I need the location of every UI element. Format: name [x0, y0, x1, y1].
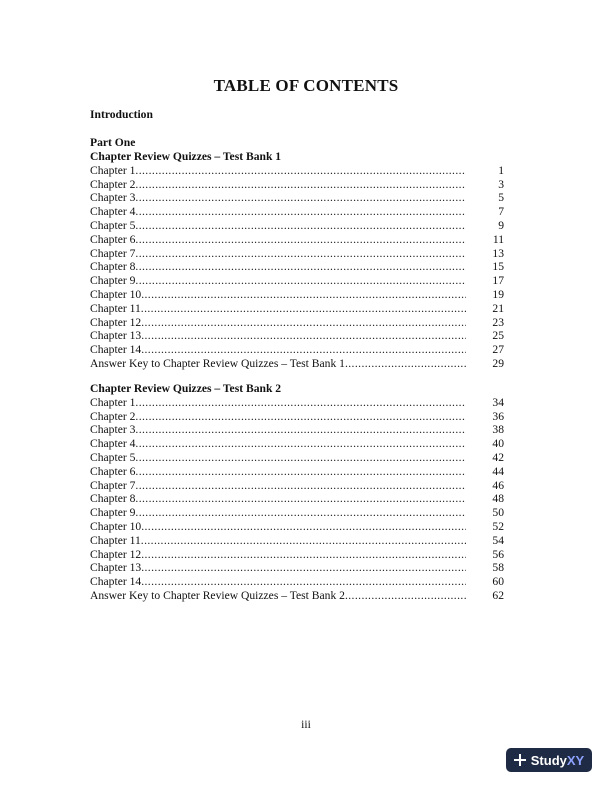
dot-leader: [135, 479, 466, 493]
toc-entry-page: 29: [492, 356, 504, 370]
toc-entry[interactable]: [90, 410, 504, 424]
toc-entry[interactable]: [90, 357, 504, 371]
toc-entry-label: Chapter 4: [90, 205, 136, 219]
toc-entry-label: Chapter 14: [90, 575, 142, 589]
toc-entry-page: 1: [498, 163, 504, 177]
toc-entry[interactable]: [90, 520, 504, 534]
brand-name-accent: XY: [566, 752, 585, 768]
dot-leader: [135, 274, 466, 288]
toc-entry-label: Chapter 14: [90, 343, 142, 357]
toc-entry[interactable]: [90, 219, 504, 233]
dot-leader: [135, 260, 466, 274]
dot-leader: [135, 219, 466, 233]
toc-entry-label: Chapter 11: [90, 533, 141, 547]
dot-leader: [141, 288, 466, 302]
toc-entry-page: 21: [492, 301, 504, 315]
toc-entry-page: 23: [492, 315, 504, 329]
toc-entry[interactable]: [90, 288, 504, 302]
toc-entry[interactable]: [90, 465, 504, 479]
dot-leader: [141, 520, 466, 534]
toc-entry-label: Chapter 8: [90, 260, 136, 274]
toc-entry-page: 34: [492, 395, 504, 409]
toc-entry-page: 9: [498, 218, 504, 232]
toc-entry[interactable]: [90, 178, 504, 192]
toc-entry-page: 3: [498, 177, 504, 191]
toc-entry-page: 27: [492, 343, 504, 357]
introduction-heading: Introduction: [90, 108, 153, 121]
toc-entry-label: Chapter 13: [90, 329, 142, 343]
toc-entry-page: 62: [492, 588, 504, 602]
toc-entry-page: 13: [492, 246, 504, 260]
toc-entry-page: 48: [492, 492, 504, 506]
dot-leader: [141, 561, 466, 575]
toc-entry[interactable]: [90, 479, 504, 493]
toc-entry-page: 60: [492, 575, 504, 589]
toc-entry-label: Chapter 4: [90, 437, 136, 451]
dot-leader: [135, 451, 466, 465]
toc-entry[interactable]: [90, 506, 504, 520]
toc-entry-label: Chapter 6: [90, 232, 136, 246]
toc-entry[interactable]: [90, 561, 504, 575]
dot-leader: [135, 178, 466, 192]
toc-entry-label: Chapter 2: [90, 177, 136, 191]
toc-entry-label: Answer Key to Chapter Review Quizzes – Test Bank 1: [90, 356, 345, 370]
toc-entry-label: Chapter 9: [90, 274, 136, 288]
toc-entry-page: 58: [492, 561, 504, 575]
toc-entry-page: 44: [492, 464, 504, 478]
toc-entry-page: 46: [492, 478, 504, 492]
toc-entry-label: Chapter 10: [90, 519, 142, 533]
dot-leader: [345, 357, 466, 371]
dot-leader: [135, 492, 466, 506]
toc-entry-page: 19: [492, 287, 504, 301]
toc-entry[interactable]: [90, 205, 504, 219]
plus-icon: [514, 754, 526, 766]
toc-entry-page: 11: [492, 232, 504, 246]
toc-entry[interactable]: [90, 589, 504, 603]
toc-list: [90, 396, 504, 603]
toc-entry-label: Chapter 1: [90, 395, 136, 409]
toc-entry[interactable]: [90, 329, 504, 343]
toc-entry-label: Chapter 7: [90, 246, 136, 260]
toc-entry-label: Chapter 6: [90, 464, 136, 478]
dot-leader: [135, 465, 466, 479]
toc-section-test-bank-2: [90, 382, 504, 603]
toc-entry[interactable]: [90, 534, 504, 548]
page-number: iii: [301, 718, 311, 731]
toc-entry-page: 56: [492, 547, 504, 561]
toc-entry-page: 7: [498, 205, 504, 219]
toc-entry-label: Chapter 8: [90, 492, 136, 506]
dot-leader: [135, 396, 466, 410]
toc-entry-label: Chapter 13: [90, 561, 142, 575]
part-one-heading: Part One: [90, 136, 136, 149]
dot-leader: [141, 575, 466, 589]
toc-entry-page: 54: [492, 533, 504, 547]
brand-name-main: Study: [530, 752, 567, 768]
toc-entry-label: Chapter 12: [90, 547, 142, 561]
toc-entry[interactable]: [90, 492, 504, 506]
toc-entry-page: 42: [492, 450, 504, 464]
toc-entry-label: Chapter 12: [90, 315, 142, 329]
toc-entry-label: Chapter 3: [90, 191, 136, 205]
dot-leader: [141, 548, 466, 562]
toc-entry-label: Chapter 10: [90, 287, 142, 301]
dot-leader: [135, 191, 466, 205]
toc-entry[interactable]: [90, 437, 504, 451]
toc-entry[interactable]: [90, 164, 504, 178]
dot-leader: [141, 316, 466, 330]
toc-entry-page: 52: [492, 519, 504, 533]
toc-entry[interactable]: [90, 233, 504, 247]
dot-leader: [141, 302, 466, 316]
toc-entry-page: 15: [492, 260, 504, 274]
toc-entry-page: 25: [492, 329, 504, 343]
toc-entry-page: 38: [492, 423, 504, 437]
page-title: TABLE OF CONTENTS: [213, 76, 399, 95]
dot-leader: [141, 329, 466, 343]
toc-entry[interactable]: [90, 548, 504, 562]
toc-entry-label: Chapter 7: [90, 478, 136, 492]
dot-leader: [141, 534, 466, 548]
toc-section-test-bank-1: [90, 150, 504, 371]
toc-entry-label: Answer Key to Chapter Review Quizzes – Test Bank 2: [90, 588, 345, 602]
toc-entry-label: Chapter 5: [90, 218, 136, 232]
toc-entry-label: Chapter 9: [90, 506, 136, 520]
dot-leader: [345, 589, 466, 603]
toc-entry[interactable]: [90, 247, 504, 261]
toc-entry[interactable]: [90, 191, 504, 205]
section-heading: Chapter Review Quizzes – Test Bank 2: [90, 382, 282, 395]
toc-entry[interactable]: [90, 396, 504, 410]
toc-entry-page: 5: [498, 191, 504, 205]
section-heading: Chapter Review Quizzes – Test Bank 1: [90, 150, 282, 163]
dot-leader: [135, 423, 466, 437]
toc-entry-page: 40: [492, 437, 504, 451]
toc-entry-page: 50: [492, 506, 504, 520]
dot-leader: [135, 247, 466, 261]
dot-leader: [135, 233, 466, 247]
dot-leader: [135, 437, 466, 451]
dot-leader: [135, 205, 466, 219]
toc-list: [90, 164, 504, 371]
dot-leader: [135, 410, 466, 424]
dot-leader: [141, 343, 466, 357]
toc-entry[interactable]: [90, 302, 504, 316]
toc-entry-page: 17: [492, 274, 504, 288]
toc-entry[interactable]: [90, 274, 504, 288]
toc-entry[interactable]: [90, 451, 504, 465]
toc-entry[interactable]: [90, 575, 504, 589]
brand-name: [531, 753, 584, 768]
studyxy-badge[interactable]: [506, 748, 592, 772]
toc-entry[interactable]: [90, 316, 504, 330]
toc-entry[interactable]: [90, 423, 504, 437]
toc-entry[interactable]: [90, 260, 504, 274]
toc-entry-page: 36: [492, 409, 504, 423]
toc-entry-label: Chapter 1: [90, 163, 136, 177]
toc-entry-label: Chapter 11: [90, 301, 141, 315]
toc-entry-label: Chapter 2: [90, 409, 136, 423]
toc-entry[interactable]: [90, 343, 504, 357]
dot-leader: [135, 164, 466, 178]
toc-entry-label: Chapter 3: [90, 423, 136, 437]
toc-entry-label: Chapter 5: [90, 450, 136, 464]
dot-leader: [135, 506, 466, 520]
